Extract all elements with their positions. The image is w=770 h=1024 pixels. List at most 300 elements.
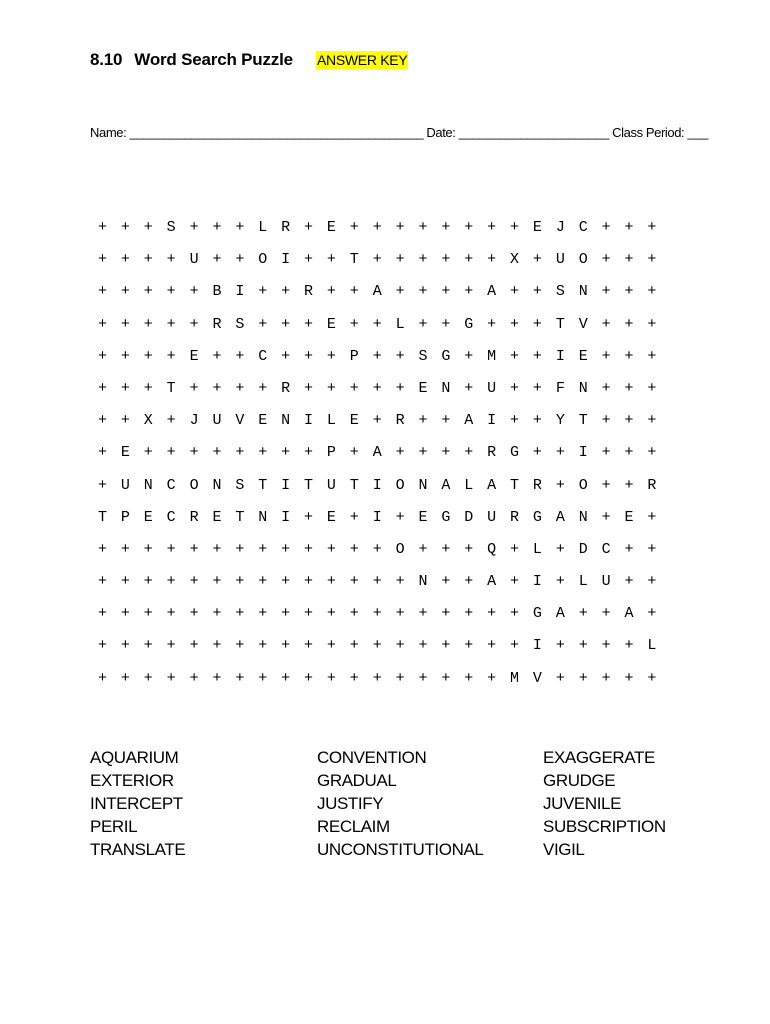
- grid-cell: N: [212, 476, 222, 494]
- grid-cell: E: [326, 219, 336, 236]
- grid-cell: T: [258, 476, 268, 494]
- grid-cell: +: [143, 637, 153, 655]
- grid-row: [98, 534, 670, 566]
- answer-key-label: ANSWER KEY: [317, 52, 408, 68]
- grid-cell: +: [143, 315, 153, 333]
- grid-cell: +: [235, 347, 245, 365]
- grid-cell: G: [532, 605, 542, 623]
- grid-cell: +: [189, 669, 199, 687]
- grid-cell: +: [120, 251, 130, 269]
- grid-cell: +: [395, 573, 405, 591]
- grid-cell: T: [98, 508, 108, 526]
- grid-cell: E: [532, 219, 542, 236]
- grid-cell: +: [532, 315, 542, 333]
- grid-cell: +: [601, 476, 611, 494]
- grid-cell: +: [98, 637, 108, 655]
- grid-cell: +: [212, 637, 222, 655]
- grid-cell: +: [281, 605, 291, 623]
- grid-row: [98, 405, 670, 437]
- grid-cell: +: [189, 637, 199, 655]
- grid-row: [98, 212, 670, 244]
- grid-cell: N: [418, 476, 428, 494]
- grid-cell: +: [98, 251, 108, 269]
- grid-cell: +: [510, 412, 520, 430]
- grid-cell: +: [418, 412, 428, 430]
- grid-cell: +: [212, 605, 222, 623]
- grid-cell: +: [601, 444, 611, 462]
- grid-cell: +: [464, 540, 474, 558]
- grid-cell: +: [532, 444, 542, 462]
- grid-cell: V: [578, 315, 588, 333]
- grid-cell: L: [647, 637, 657, 655]
- grid-cell: T: [349, 251, 359, 269]
- grid-cell: +: [143, 379, 153, 397]
- grid-cell: C: [166, 508, 176, 526]
- grid-cell: +: [258, 573, 268, 591]
- grid-cell: +: [235, 251, 245, 269]
- grid-cell: P: [326, 444, 336, 462]
- grid-cell: +: [143, 251, 153, 269]
- grid-cell: R: [647, 476, 657, 494]
- grid-cell: I: [304, 412, 314, 430]
- grid-cell: +: [326, 669, 336, 687]
- grid-cell: +: [487, 315, 497, 333]
- grid-cell: +: [624, 283, 634, 301]
- grid-cell: +: [166, 669, 176, 687]
- grid-cell: +: [98, 379, 108, 397]
- grid-cell: +: [555, 540, 565, 558]
- grid-cell: +: [601, 315, 611, 333]
- grid-cell: +: [510, 540, 520, 558]
- grid-cell: U: [189, 251, 199, 269]
- word-list-item: TRANSLATE: [90, 840, 186, 859]
- grid-cell: +: [441, 444, 451, 462]
- grid-cell: +: [189, 573, 199, 591]
- grid-cell: S: [166, 219, 176, 236]
- grid-cell: +: [464, 637, 474, 655]
- grid-cell: +: [647, 669, 657, 687]
- grid-cell: +: [212, 669, 222, 687]
- grid-cell: +: [624, 347, 634, 365]
- word-list-item: GRADUAL: [317, 771, 397, 790]
- grid-cell: +: [281, 573, 291, 591]
- grid-cell: +: [143, 540, 153, 558]
- grid-cell: A: [555, 508, 565, 526]
- grid-cell: +: [120, 605, 130, 623]
- grid-cell: I: [578, 444, 588, 462]
- grid-cell: +: [372, 315, 382, 333]
- grid-cell: P: [120, 508, 130, 526]
- grid-cell: +: [532, 347, 542, 365]
- grid-cell: +: [647, 251, 657, 269]
- grid-cell: S: [418, 347, 428, 365]
- grid-cell: +: [349, 379, 359, 397]
- grid-cell: +: [166, 540, 176, 558]
- grid-cell: F: [555, 379, 565, 397]
- grid-cell: +: [304, 444, 314, 462]
- grid-cell: E: [326, 508, 336, 526]
- page-title: [90, 48, 293, 72]
- grid-cell: N: [418, 573, 428, 591]
- word-column-3: [543, 746, 666, 861]
- grid-cell: U: [212, 412, 222, 430]
- grid-cell: R: [189, 508, 199, 526]
- grid-cell: +: [624, 315, 634, 333]
- grid-cell: E: [418, 379, 428, 397]
- grid-cell: +: [555, 476, 565, 494]
- grid-cell: +: [418, 283, 428, 301]
- grid-cell: Y: [555, 412, 565, 430]
- grid-cell: +: [624, 251, 634, 269]
- grid-cell: N: [258, 508, 268, 526]
- grid-cell: +: [98, 476, 108, 494]
- grid-cell: +: [441, 605, 451, 623]
- word-list-item: RECLAIM: [317, 817, 390, 836]
- grid-cell: +: [212, 251, 222, 269]
- grid-cell: E: [189, 347, 199, 365]
- grid-cell: +: [349, 315, 359, 333]
- grid-cell: U: [555, 251, 565, 269]
- grid-cell: E: [258, 412, 268, 430]
- grid-cell: G: [441, 347, 451, 365]
- grid-cell: +: [166, 573, 176, 591]
- grid-cell: +: [98, 347, 108, 365]
- grid-cell: +: [578, 669, 588, 687]
- grid-cell: C: [601, 540, 611, 558]
- grid-cell: +: [624, 412, 634, 430]
- grid-cell: T: [349, 476, 359, 494]
- grid-cell: +: [395, 444, 405, 462]
- grid-row: [98, 276, 670, 308]
- grid-cell: +: [647, 573, 657, 591]
- grid-cell: +: [372, 347, 382, 365]
- grid-cell: +: [578, 605, 588, 623]
- grid-cell: +: [441, 315, 451, 333]
- word-list-item: EXTERIOR: [90, 771, 174, 790]
- grid-cell: G: [532, 508, 542, 526]
- grid-cell: R: [395, 412, 405, 430]
- grid-cell: +: [510, 379, 520, 397]
- grid-cell: O: [258, 251, 268, 269]
- grid-cell: +: [395, 347, 405, 365]
- grid-cell: +: [510, 573, 520, 591]
- grid-cell: U: [601, 573, 611, 591]
- grid-cell: A: [487, 283, 497, 301]
- grid-cell: V: [532, 669, 542, 687]
- grid-cell: +: [418, 219, 428, 236]
- grid-cell: +: [98, 219, 108, 236]
- grid-cell: +: [326, 283, 336, 301]
- grid-cell: L: [578, 573, 588, 591]
- grid-cell: A: [372, 444, 382, 462]
- grid-cell: +: [624, 444, 634, 462]
- word-list-item: GRUDGE: [543, 771, 616, 790]
- grid-cell: +: [418, 315, 428, 333]
- grid-cell: +: [349, 508, 359, 526]
- grid-cell: +: [487, 251, 497, 269]
- grid-cell: +: [120, 315, 130, 333]
- grid-cell: +: [464, 251, 474, 269]
- grid-cell: B: [212, 283, 222, 301]
- grid-cell: +: [98, 412, 108, 430]
- grid-cell: +: [143, 219, 153, 236]
- grid-cell: +: [418, 637, 428, 655]
- grid-cell: +: [510, 637, 520, 655]
- grid-cell: +: [624, 540, 634, 558]
- grid-cell: A: [487, 476, 497, 494]
- grid-cell: +: [98, 444, 108, 462]
- grid-cell: +: [624, 219, 634, 236]
- grid-cell: +: [281, 347, 291, 365]
- grid-cell: +: [601, 283, 611, 301]
- grid-cell: +: [326, 251, 336, 269]
- grid-cell: +: [212, 347, 222, 365]
- grid-cell: +: [304, 219, 314, 236]
- grid-cell: C: [578, 219, 588, 236]
- title-label: Word Search Puzzle: [134, 50, 293, 69]
- grid-cell: +: [304, 379, 314, 397]
- grid-cell: +: [555, 444, 565, 462]
- grid-cell: +: [349, 573, 359, 591]
- grid-cell: E: [578, 347, 588, 365]
- grid-cell: +: [464, 283, 474, 301]
- grid-cell: O: [578, 476, 588, 494]
- grid-cell: +: [258, 605, 268, 623]
- grid-cell: +: [624, 573, 634, 591]
- grid-cell: D: [464, 508, 474, 526]
- grid-cell: +: [326, 540, 336, 558]
- name-date-class-line: Name: ___________________________________________ Date: ______________________ Class Period: ___: [90, 125, 708, 140]
- grid-cell: +: [441, 637, 451, 655]
- grid-cell: +: [464, 219, 474, 236]
- grid-cell: L: [464, 476, 474, 494]
- grid-cell: +: [235, 444, 245, 462]
- grid-cell: +: [98, 573, 108, 591]
- grid-cell: +: [441, 540, 451, 558]
- grid-cell: A: [555, 605, 565, 623]
- grid-cell: +: [395, 508, 405, 526]
- grid-cell: O: [189, 476, 199, 494]
- grid-cell: +: [418, 669, 428, 687]
- grid-cell: +: [510, 283, 520, 301]
- grid-cell: J: [189, 412, 199, 430]
- grid-cell: +: [281, 637, 291, 655]
- grid-cell: +: [372, 605, 382, 623]
- grid-cell: +: [532, 412, 542, 430]
- grid-cell: I: [555, 347, 565, 365]
- grid-row: [98, 663, 670, 695]
- grid-cell: R: [510, 508, 520, 526]
- grid-cell: +: [372, 573, 382, 591]
- grid-cell: +: [166, 637, 176, 655]
- grid-cell: R: [532, 476, 542, 494]
- grid-cell: +: [258, 283, 268, 301]
- grid-cell: +: [235, 637, 245, 655]
- grid-cell: +: [258, 637, 268, 655]
- grid-cell: +: [235, 573, 245, 591]
- grid-cell: N: [143, 476, 153, 494]
- grid-cell: +: [166, 412, 176, 430]
- grid-cell: +: [281, 283, 291, 301]
- grid-cell: +: [326, 347, 336, 365]
- grid-cell: +: [601, 379, 611, 397]
- grid-cell: U: [487, 508, 497, 526]
- grid-cell: +: [487, 605, 497, 623]
- grid-cell: O: [578, 251, 588, 269]
- word-list-item: PERIL: [90, 817, 138, 836]
- grid-cell: +: [464, 444, 474, 462]
- grid-row: [98, 244, 670, 276]
- grid-cell: +: [487, 219, 497, 236]
- grid-cell: Q: [487, 540, 497, 558]
- section-number: 8.10: [90, 50, 123, 69]
- grid-cell: L: [395, 315, 405, 333]
- grid-cell: +: [304, 315, 314, 333]
- grid-cell: T: [578, 412, 588, 430]
- grid-cell: +: [464, 347, 474, 365]
- grid-cell: P: [349, 347, 359, 365]
- grid-cell: +: [166, 251, 176, 269]
- grid-cell: X: [143, 412, 153, 430]
- grid-cell: +: [304, 508, 314, 526]
- grid-cell: +: [372, 540, 382, 558]
- grid-cell: +: [441, 219, 451, 236]
- grid-cell: I: [235, 283, 245, 301]
- grid-row: [98, 470, 670, 502]
- grid-cell: +: [120, 669, 130, 687]
- grid-cell: I: [281, 508, 291, 526]
- grid-cell: I: [532, 637, 542, 655]
- grid-cell: +: [510, 315, 520, 333]
- grid-cell: +: [120, 347, 130, 365]
- grid-cell: +: [304, 669, 314, 687]
- grid-cell: +: [601, 605, 611, 623]
- grid-cell: +: [143, 573, 153, 591]
- grid-cell: I: [281, 251, 291, 269]
- grid-cell: T: [166, 379, 176, 397]
- grid-cell: V: [235, 412, 245, 430]
- grid-cell: +: [120, 540, 130, 558]
- grid-cell: +: [304, 251, 314, 269]
- grid-cell: S: [235, 315, 245, 333]
- grid-cell: I: [281, 476, 291, 494]
- grid-cell: +: [441, 251, 451, 269]
- grid-cell: +: [258, 444, 268, 462]
- grid-cell: I: [372, 508, 382, 526]
- grid-cell: +: [395, 669, 405, 687]
- grid-cell: T: [510, 476, 520, 494]
- grid-cell: R: [304, 283, 314, 301]
- grid-cell: +: [395, 605, 405, 623]
- grid-cell: +: [395, 219, 405, 236]
- grid-cell: +: [212, 219, 222, 236]
- grid-cell: +: [372, 379, 382, 397]
- word-list-item: JUSTIFY: [317, 794, 384, 813]
- grid-cell: +: [487, 637, 497, 655]
- word-search-grid: [98, 212, 670, 695]
- grid-cell: +: [189, 219, 199, 236]
- grid-cell: +: [189, 540, 199, 558]
- grid-cell: +: [166, 283, 176, 301]
- grid-cell: R: [487, 444, 497, 462]
- grid-cell: +: [120, 219, 130, 236]
- grid-cell: E: [349, 412, 359, 430]
- word-list-item: UNCONSTITUTIONAL: [317, 840, 484, 859]
- grid-cell: +: [212, 444, 222, 462]
- grid-cell: +: [555, 669, 565, 687]
- grid-cell: O: [395, 540, 405, 558]
- grid-cell: N: [578, 508, 588, 526]
- grid-row: [98, 630, 670, 662]
- grid-cell: +: [166, 605, 176, 623]
- grid-cell: G: [510, 444, 520, 462]
- grid-cell: +: [578, 637, 588, 655]
- grid-cell: +: [166, 444, 176, 462]
- grid-cell: +: [532, 251, 542, 269]
- grid-cell: J: [555, 219, 565, 236]
- grid-cell: +: [532, 379, 542, 397]
- grid-cell: +: [258, 315, 268, 333]
- grid-cell: S: [235, 476, 245, 494]
- grid-cell: +: [304, 347, 314, 365]
- grid-row: [98, 502, 670, 534]
- grid-cell: +: [143, 669, 153, 687]
- grid-cell: +: [235, 605, 245, 623]
- word-column-2: [317, 746, 483, 861]
- word-list-item: AQUARIUM: [90, 748, 179, 767]
- grid-cell: A: [464, 412, 474, 430]
- grid-cell: N: [441, 379, 451, 397]
- grid-cell: L: [258, 219, 268, 236]
- grid-cell: E: [326, 315, 336, 333]
- grid-cell: +: [372, 251, 382, 269]
- title-text: [90, 50, 293, 70]
- word-list-item: SUBSCRIPTION: [543, 817, 666, 836]
- grid-cell: +: [395, 379, 405, 397]
- grid-cell: U: [326, 476, 336, 494]
- grid-cell: M: [487, 347, 497, 365]
- grid-cell: +: [624, 669, 634, 687]
- grid-cell: +: [98, 540, 108, 558]
- grid-cell: +: [349, 444, 359, 462]
- grid-cell: +: [647, 283, 657, 301]
- grid-cell: +: [326, 637, 336, 655]
- grid-cell: +: [235, 540, 245, 558]
- grid-cell: T: [555, 315, 565, 333]
- grid-cell: +: [349, 637, 359, 655]
- grid-cell: +: [510, 219, 520, 236]
- grid-cell: +: [464, 379, 474, 397]
- grid-cell: +: [647, 605, 657, 623]
- grid-cell: +: [464, 669, 474, 687]
- grid-row: [98, 437, 670, 469]
- grid-cell: +: [555, 637, 565, 655]
- grid-cell: +: [601, 508, 611, 526]
- grid-cell: +: [212, 379, 222, 397]
- grid-cell: +: [395, 283, 405, 301]
- grid-cell: +: [372, 412, 382, 430]
- grid-cell: +: [235, 219, 245, 236]
- grid-cell: +: [418, 605, 428, 623]
- grid-cell: +: [510, 605, 520, 623]
- grid-cell: +: [418, 251, 428, 269]
- grid-cell: +: [98, 283, 108, 301]
- grid-cell: U: [487, 379, 497, 397]
- grid-cell: +: [647, 219, 657, 236]
- grid-cell: U: [120, 476, 130, 494]
- grid-row: [98, 341, 670, 373]
- grid-cell: +: [441, 669, 451, 687]
